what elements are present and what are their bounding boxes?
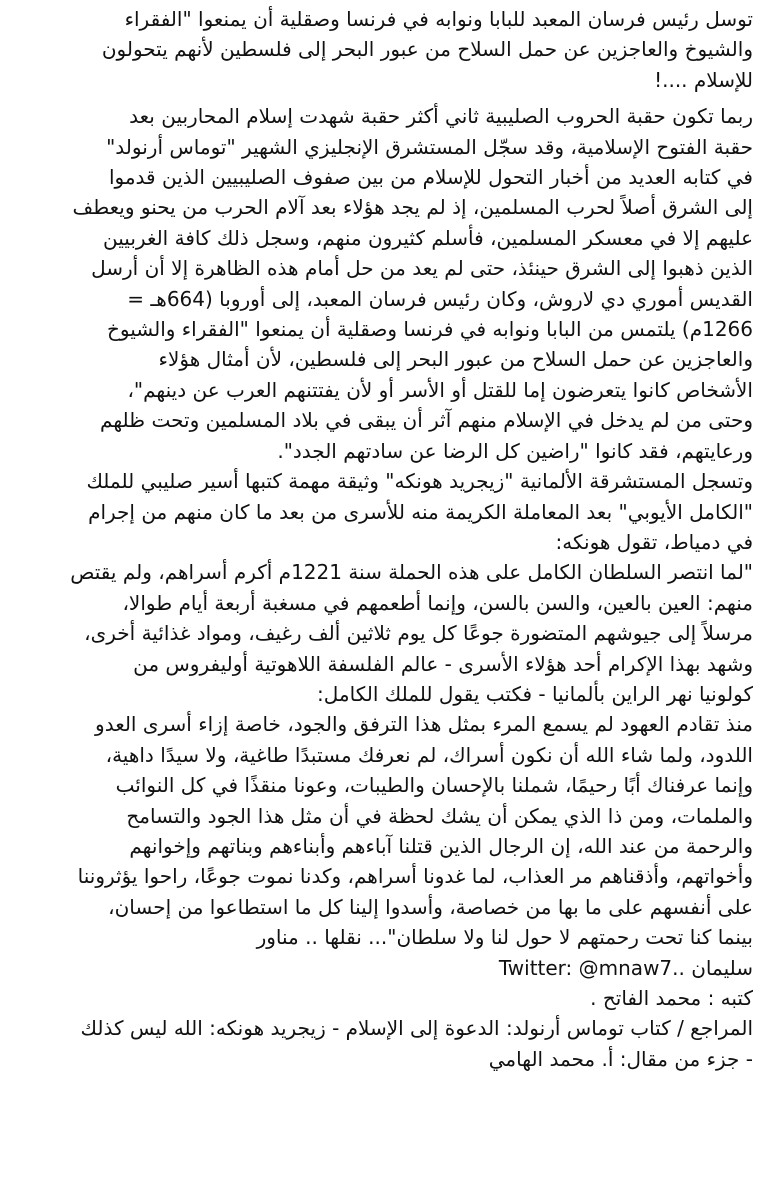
text-line: منهم: العين بالعين، والسن بالسن، وإنما أطعمهم في مسغبة أربعة أيام طوالا، xyxy=(122,590,753,615)
text-line: المراجع / كتاب توماس أرنولد: الدعوة إلى الإسلام - زيجريد هونكه: الله ليس كذلك xyxy=(80,1016,753,1041)
text-line: كولونيا نهر الراين بألمانيا - فكتب يقول للملك الكامل: xyxy=(317,681,753,706)
text-line: والرحمة من عند الله، إن الرجال الذين قتلنا آباءهم وأبناءهم وبناتهم وإخوانهم xyxy=(129,833,753,858)
text-line: الأشخاص كانوا يتعرضون إما للقتل أو الأسر أو لأن يفتتنهم العرب عن دينهم"، xyxy=(127,377,753,402)
text-line: وإنما عرفناك أبًا رحيمًا، شملنا بالإحسان والطيبات، وعونا منقذًا في كل النوائب xyxy=(115,773,753,798)
text-line: والشيوخ والعاجزين عن حمل السلاح من عبور البحر إلى فلسطين لأنهم يتحولون xyxy=(101,37,753,62)
text-line: وأخواتهم، وأذقناهم مر العذاب، لما غدونا أسراهم، وكدنا نموت جوعًا، راحوا يؤثروننا xyxy=(77,864,753,889)
text-line: 1266م) يلتمس من البابا ونوابه في فرنسا وصقلية أن يمنعوا "الفقراء والشيوخ xyxy=(106,317,753,342)
text-line: القديس أموري دي لاروش، وكان رئيس فرسان المعبد، إلى أوروبا (664هـ = xyxy=(127,286,753,311)
intro-paragraph xyxy=(10,4,753,95)
text-line: مرسلاً إلى جيوشهم المتضورة جوعًا كل يوم ثلاثين ألف رغيف، ومواد غذائية أخرى، xyxy=(84,621,753,646)
article-body xyxy=(10,101,753,1074)
text-line: ربما تكون حقبة الحروب الصليبية ثاني أكثر حقبة شهدت إسلام المحاربين بعد xyxy=(129,104,753,129)
text-line: وحتى من لم يدخل في الإسلام منهم آثر أن يبقى في بلاد المسلمين وتحت ظلهم xyxy=(100,408,753,433)
text-line: والعاجزين عن حمل السلاح من عبور البحر إلى فلسطين، لأن أمثال هؤلاء xyxy=(158,347,753,372)
text-line: حقبة الفتوح الإسلامية، وقد سجّل المستشرق الإنجليزي الشهير "توماس أرنولد" xyxy=(106,134,753,159)
text-line: - جزء من مقال: أ. محمد الهامي xyxy=(488,1046,753,1071)
text-line: في كتابه العديد من أخبار التحول للإسلام من بين صفوف الصليبيين الذين قدموا xyxy=(108,165,753,190)
text-line: سليمان ..Twitter: @mnaw7 xyxy=(498,955,753,980)
text-line: "لما انتصر السلطان الكامل على هذه الحملة سنة 1221م أكرم أسراهم، ولم يقتص xyxy=(70,560,753,585)
text-line: كتبه : محمد الفاتح . xyxy=(590,986,753,1010)
text-line: منذ تقادم العهود لم يسمع المرء بمثل هذا الترفق والجود، خاصة إزاء أسرى العدو xyxy=(95,712,753,737)
text-line: وشهد بهذا الإكرام أحد هؤلاء الأسرى - عالم الفلسفة اللاهوتية أوليفروس من xyxy=(133,651,753,676)
text-line: للإسلام ....! xyxy=(654,67,753,92)
text-line: وتسجل المستشرقة الألمانية "زيجريد هونكه" وثيقة مهمة كتبها أسير صليبي للملك xyxy=(86,469,753,494)
text-line: اللدود، ولما شاء الله أن نكون أسراك، لم نعرفك مستبدًا طاغية، ولا سيدًا داهية، xyxy=(105,742,753,767)
text-line: في دمياط، تقول هونكه: xyxy=(555,529,753,554)
text-line: ورعايتهم، فقد كانوا "راضين كل الرضا عن سادتهم الجدد". xyxy=(277,438,753,463)
text-line: "الكامل الأيوبي" بعد المعاملة الكريمة منه للأسرى من بعد ما كان منهم من إجرام xyxy=(88,499,753,524)
text-line: توسل رئيس فرسان المعبد للبابا ونوابه في فرنسا وصقلية أن يمنعوا "الفقراء xyxy=(124,7,753,31)
text-line: إلى الشرق أصلاً لحرب المسلمين، إذ لم يجد هؤلاء بعد آلام الحرب من يحنو ويعطف xyxy=(72,195,753,220)
text-line: على أنفسهم على ما بها من خصاصة، وأسدوا إلينا كل ما استطاعوا من إحسان، xyxy=(108,894,753,919)
text-line: والملمات، ومن ذا الذي يمكن أن يشك لحظة في أن مثل هذا الجود والتسامح xyxy=(126,803,753,828)
text-line: عليهم إلا في معسكر المسلمين، فأسلم كثيرون منهم، وسجل ذلك كافة الغربيين xyxy=(103,225,753,250)
text-line: الذين ذهبوا إلى الشرق حينئذ، حتى لم يعد من حل أمام هذه الظاهرة إلا أن أرسل xyxy=(91,256,753,281)
text-line: بينما كنا تحت رحمتهم لا حول لنا ولا سلطان"... نقلها .. مناور xyxy=(256,925,753,950)
